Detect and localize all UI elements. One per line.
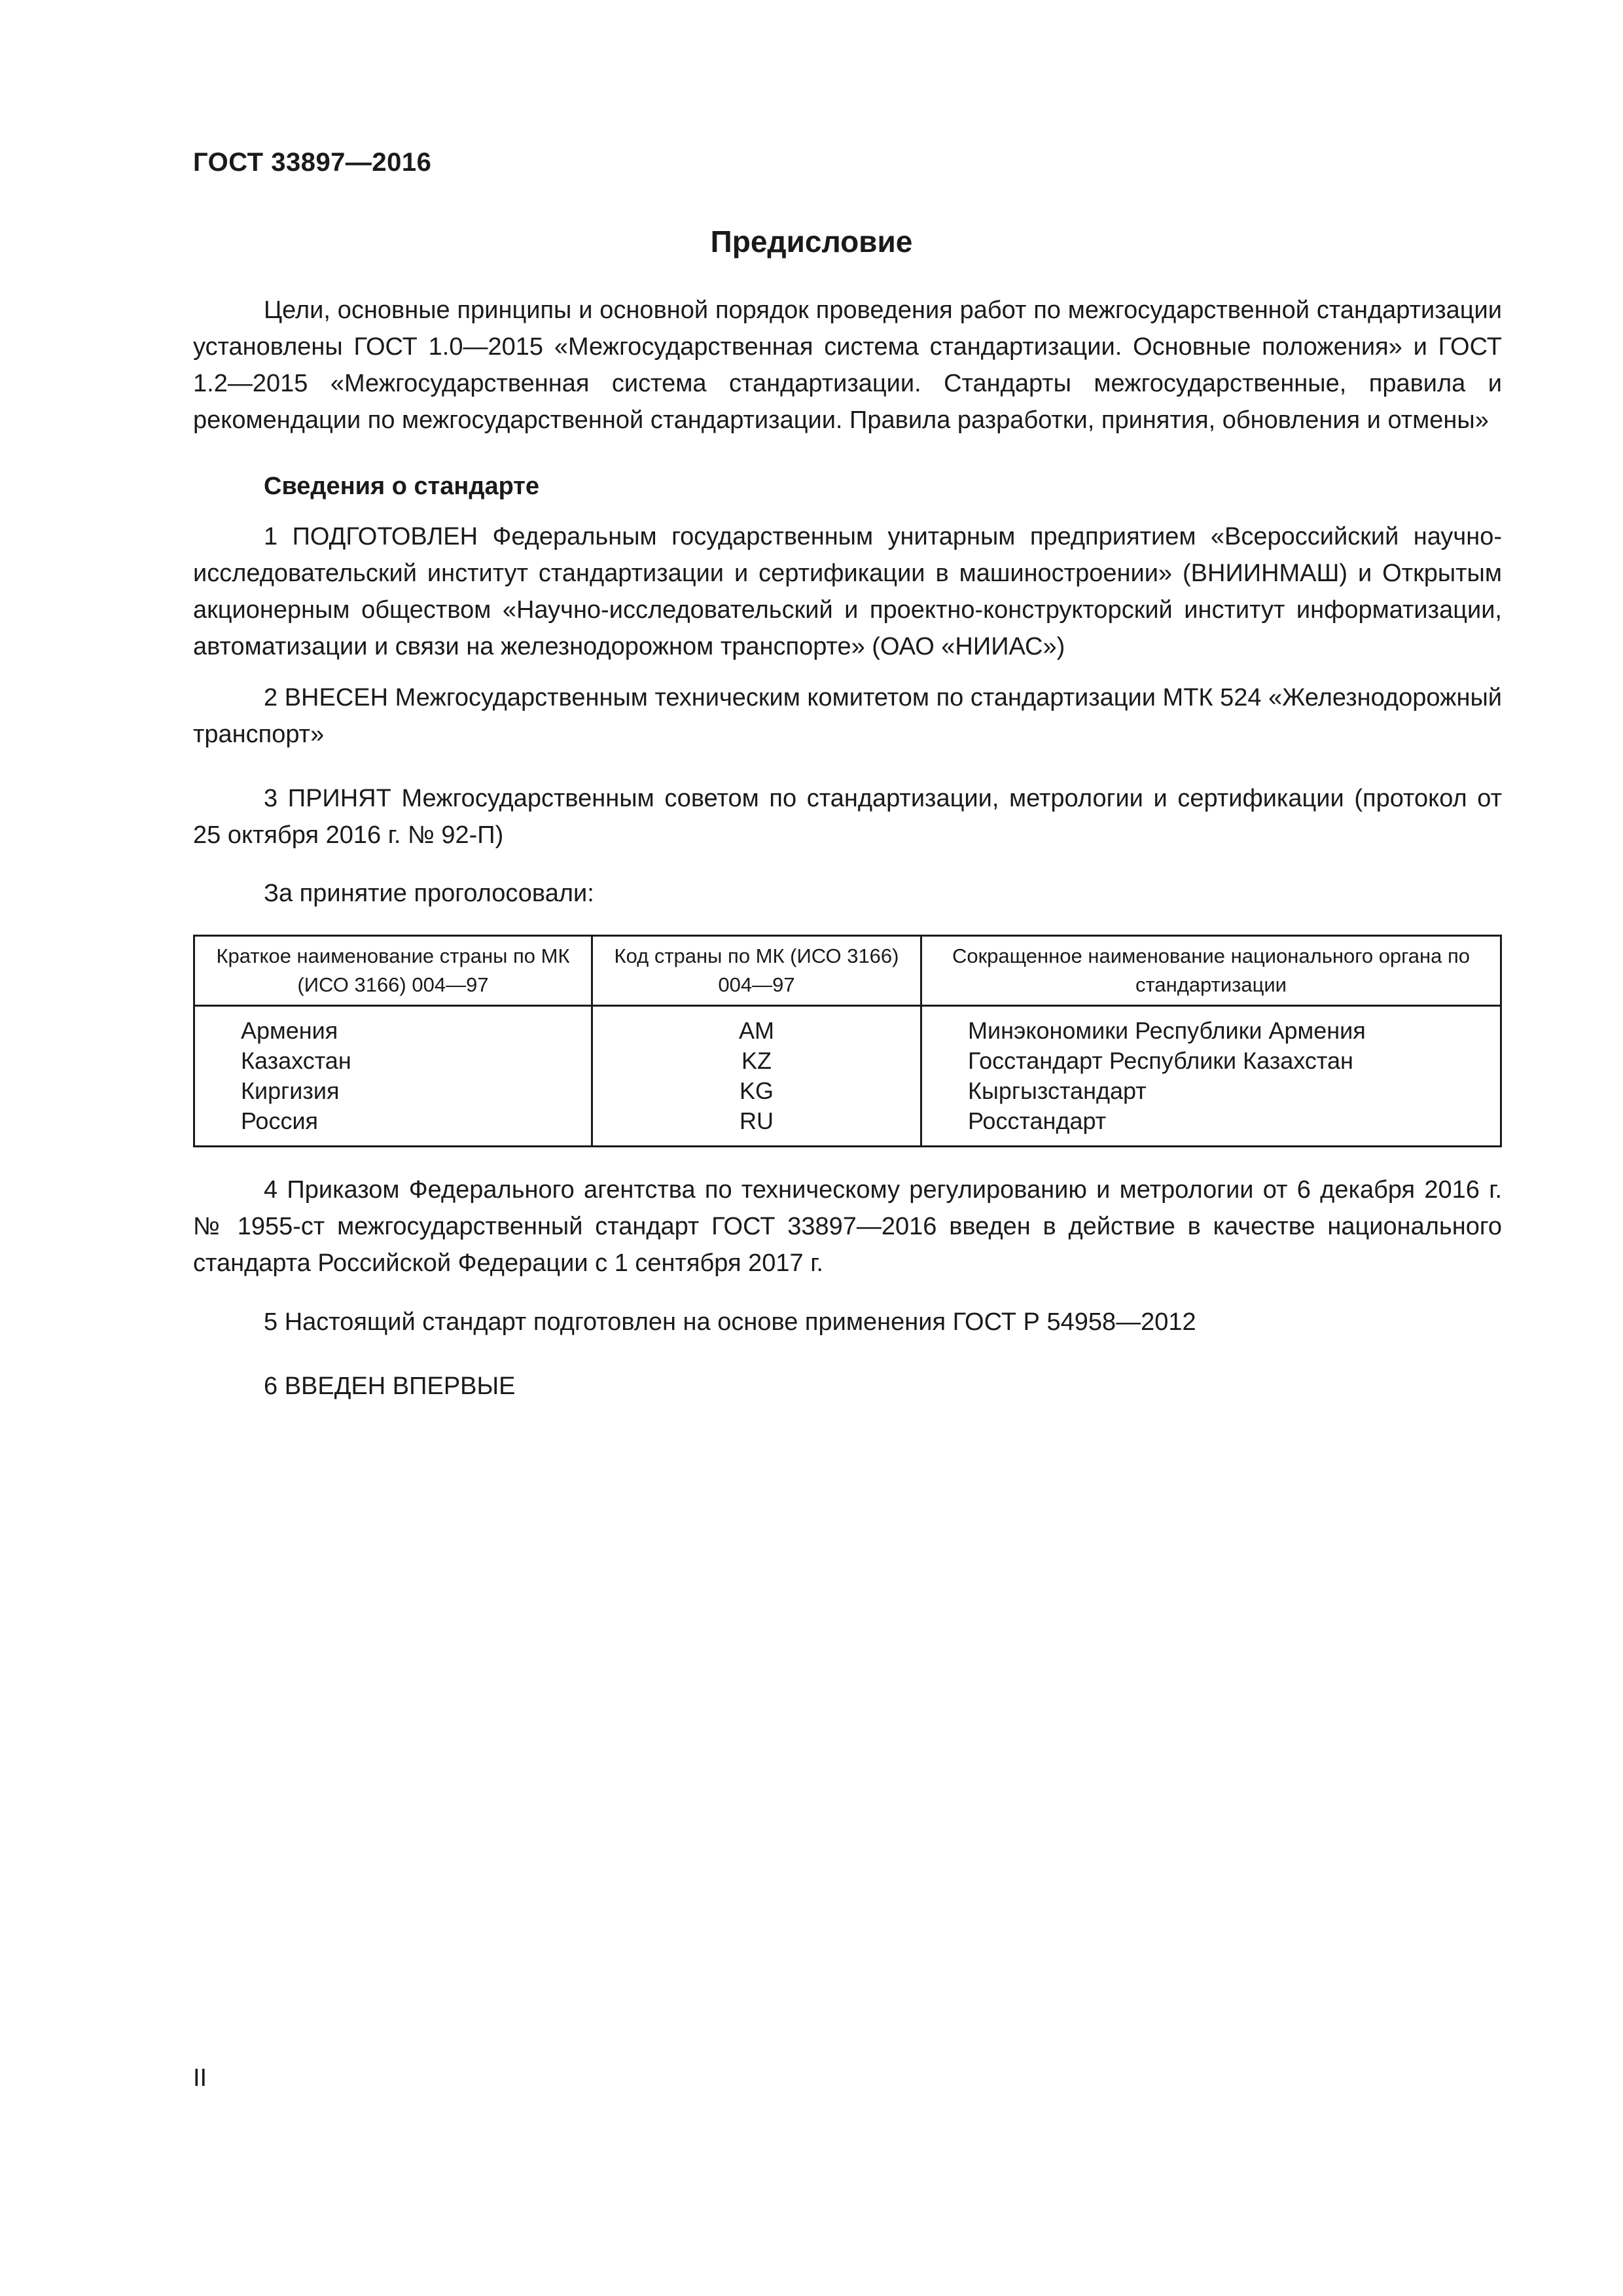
table-row (194, 1106, 1501, 1147)
page-number: II (193, 2064, 207, 2092)
item-1-prepared: 1 ПОДГОТОВЛЕН Федеральным государственным унитарным предприятием «Всероссийский научно-исследовательский институт стандартизации и сертификации в машиностроении» (ВНИИНМАШ) и Открытым акционерным обществом «Научно-исследовательский и проектно-конструкторский институт информатизации, автоматизации и связи на железнодорожном транспорте» (ОАО «НИИАС») (193, 523, 1502, 660)
table-row (194, 1046, 1501, 1076)
header-country-code: Код страны по МК (ИСО 3166) 004—97 (592, 936, 921, 1006)
intro-paragraph: Цели, основные принципы и основной порядок проведения работ по межгосударственной стандартизации установлены ГОСТ 1.0—2015 «Межгосударственная система стандартизации. Основные положения» и ГОСТ 1.2—2015 «Межгосударственная система стандартизации. Стандарты межгосударственные, правила и рекомендации по межгосударственной стандартизации. Правила разработки, принятия, обновления и отмены» (193, 296, 1502, 434)
country-code: KG (592, 1076, 921, 1106)
document-code: ГОСТ 33897—2016 (193, 148, 432, 177)
standards-body: Кыргызстандарт (921, 1076, 1501, 1106)
country-name: Киргизия (194, 1076, 592, 1106)
item-6-introduced: 6 ВВЕДЕН ВПЕРВЫЕ (264, 1372, 516, 1400)
standards-body: Росстандарт (921, 1106, 1501, 1147)
item-4-order: 4 Приказом Федерального агентства по техническому регулированию и метрологии от 6 декабря 2016 г. № 1955-ст межгосударственный стандарт ГОСТ 33897—2016 введен в действие в качестве национального стандарта Российской Федерации с 1 сентября 2017 г. (193, 1176, 1502, 1277)
info-heading: Сведения о стандарте (264, 473, 540, 500)
country-code: AM (592, 1006, 921, 1047)
item-5-basis: 5 Настоящий стандарт подготовлен на основе применения ГОСТ Р 54958—2012 (264, 1308, 1196, 1336)
country-name: Россия (194, 1106, 592, 1147)
standards-body: Госстандарт Республики Казахстан (921, 1046, 1501, 1076)
standards-body: Минэкономики Республики Армения (921, 1006, 1501, 1047)
vote-intro: За принятие проголосовали: (264, 880, 594, 907)
country-code: RU (592, 1106, 921, 1147)
page-title: Предисловие (710, 224, 913, 259)
country-code: KZ (592, 1046, 921, 1076)
table-row (194, 1006, 1501, 1047)
country-name: Казахстан (194, 1046, 592, 1076)
header-standards-body: Сокращенное наименование национального органа по стандартизации (921, 936, 1501, 1006)
table-row (194, 1076, 1501, 1106)
voting-table (193, 935, 1502, 1147)
item-2-submitted: 2 ВНЕСЕН Межгосударственным техническим комитетом по стандартизации МТК 524 «Железнодорожный транспорт» (193, 684, 1502, 748)
country-name: Армения (194, 1006, 592, 1047)
table-header-row (194, 936, 1501, 1006)
header-country-name: Краткое наименование страны по МК (ИСО 3166) 004—97 (194, 936, 592, 1006)
item-3-adopted: 3 ПРИНЯТ Межгосударственным советом по стандартизации, метрологии и сертификации (протокол от 25 октября 2016 г. № 92-П) (193, 785, 1502, 849)
